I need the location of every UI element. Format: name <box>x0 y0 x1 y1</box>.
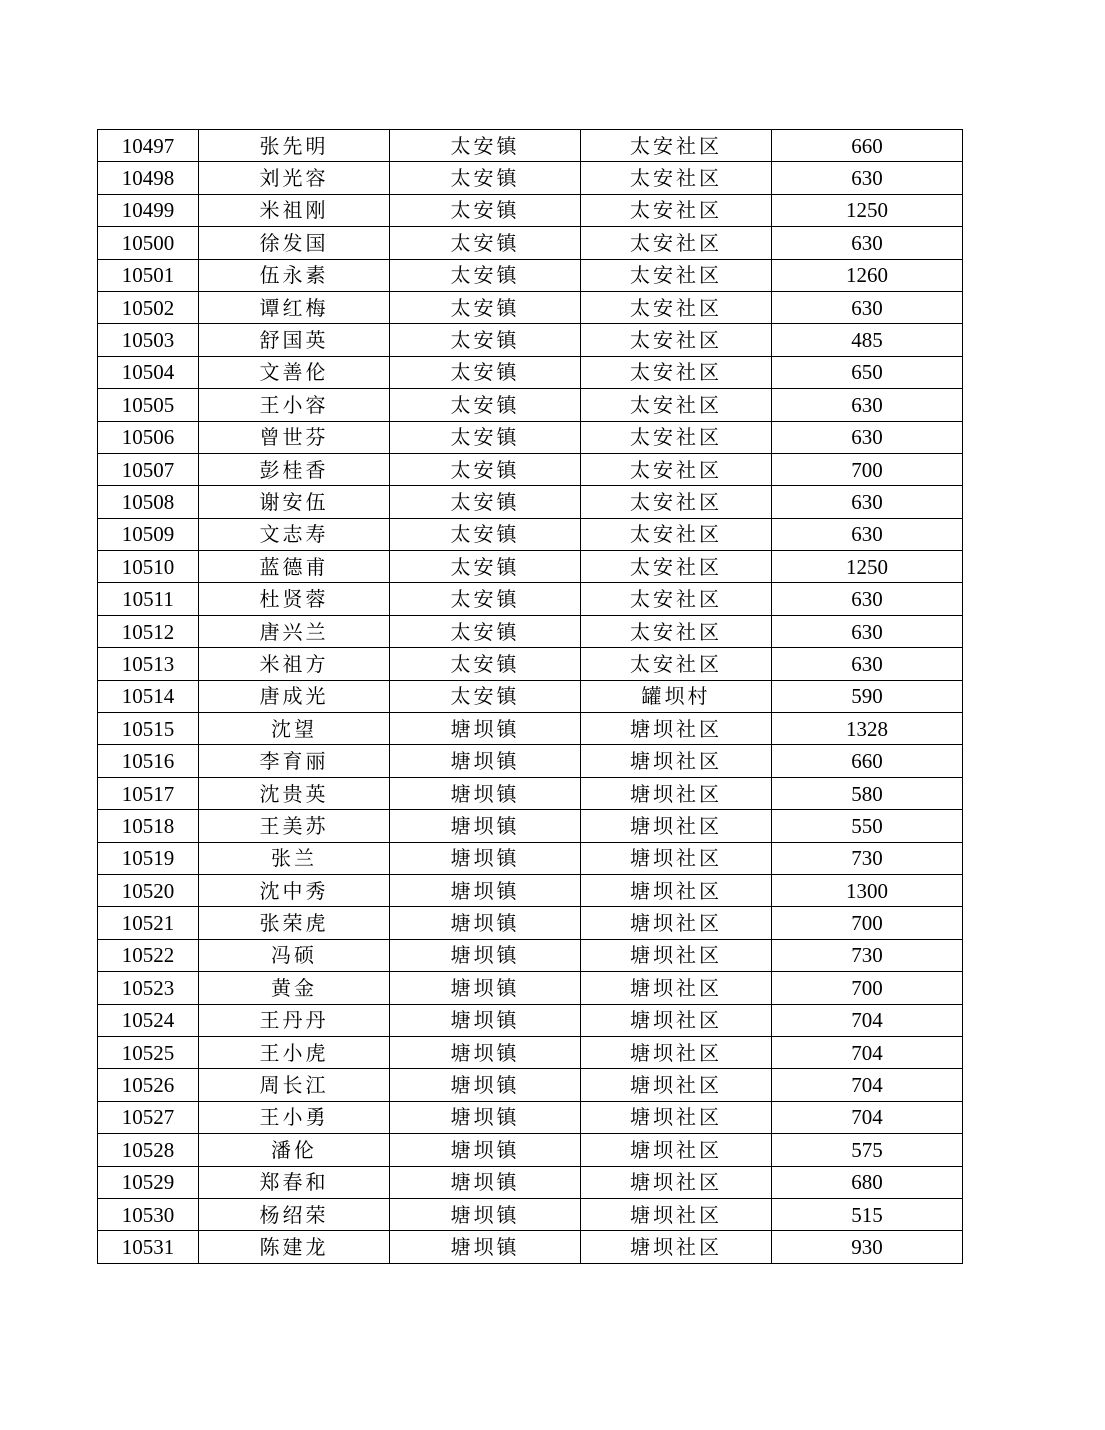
town-cell: 太安镇 <box>390 162 581 194</box>
table-row <box>98 745 963 777</box>
row-id-cell: 10517 <box>98 777 199 809</box>
amount-cell: 515 <box>772 1198 963 1230</box>
row-id-cell: 10519 <box>98 842 199 874</box>
row-id-cell: 10516 <box>98 745 199 777</box>
community-cell: 太安社区 <box>581 486 772 518</box>
row-id-cell: 10509 <box>98 518 199 550</box>
person-name-cell: 文善伦 <box>199 356 390 388</box>
person-name-cell: 张荣虎 <box>199 907 390 939</box>
person-name-cell: 曾世芬 <box>199 421 390 453</box>
row-id-cell: 10522 <box>98 939 199 971</box>
town-cell: 太安镇 <box>390 486 581 518</box>
town-cell: 太安镇 <box>390 648 581 680</box>
community-cell: 太安社区 <box>581 518 772 550</box>
amount-cell: 1250 <box>772 194 963 226</box>
amount-cell: 660 <box>772 745 963 777</box>
town-cell: 塘坝镇 <box>390 1036 581 1068</box>
town-cell: 塘坝镇 <box>390 1069 581 1101</box>
town-cell: 太安镇 <box>390 680 581 712</box>
community-cell: 太安社区 <box>581 356 772 388</box>
town-cell: 太安镇 <box>390 324 581 356</box>
row-id-cell: 10518 <box>98 810 199 842</box>
town-cell: 塘坝镇 <box>390 1166 581 1198</box>
amount-cell: 660 <box>772 130 963 162</box>
community-cell: 太安社区 <box>581 583 772 615</box>
community-cell: 太安社区 <box>581 453 772 485</box>
amount-cell: 630 <box>772 162 963 194</box>
town-cell: 塘坝镇 <box>390 1134 581 1166</box>
table-row <box>98 421 963 453</box>
table-row <box>98 356 963 388</box>
row-id-cell: 10521 <box>98 907 199 939</box>
amount-cell: 700 <box>772 453 963 485</box>
person-name-cell: 蓝德甫 <box>199 551 390 583</box>
row-id-cell: 10512 <box>98 615 199 647</box>
amount-cell: 1260 <box>772 259 963 291</box>
community-cell: 塘坝社区 <box>581 1101 772 1133</box>
town-cell: 塘坝镇 <box>390 842 581 874</box>
amount-cell: 1250 <box>772 551 963 583</box>
person-name-cell: 王小虎 <box>199 1036 390 1068</box>
row-id-cell: 10501 <box>98 259 199 291</box>
row-id-cell: 10506 <box>98 421 199 453</box>
person-name-cell: 伍永素 <box>199 259 390 291</box>
town-cell: 太安镇 <box>390 518 581 550</box>
town-cell: 塘坝镇 <box>390 1198 581 1230</box>
amount-cell: 630 <box>772 291 963 323</box>
roster-table <box>97 129 963 1264</box>
person-name-cell: 徐发国 <box>199 227 390 259</box>
person-name-cell: 陈建龙 <box>199 1231 390 1263</box>
row-id-cell: 10505 <box>98 389 199 421</box>
amount-cell: 550 <box>772 810 963 842</box>
amount-cell: 704 <box>772 1004 963 1036</box>
amount-cell: 1328 <box>772 713 963 745</box>
town-cell: 太安镇 <box>390 551 581 583</box>
amount-cell: 630 <box>772 648 963 680</box>
person-name-cell: 王丹丹 <box>199 1004 390 1036</box>
community-cell: 塘坝社区 <box>581 972 772 1004</box>
amount-cell: 630 <box>772 421 963 453</box>
row-id-cell: 10530 <box>98 1198 199 1230</box>
row-id-cell: 10503 <box>98 324 199 356</box>
town-cell: 塘坝镇 <box>390 907 581 939</box>
row-id-cell: 10515 <box>98 713 199 745</box>
community-cell: 塘坝社区 <box>581 810 772 842</box>
community-cell: 塘坝社区 <box>581 1166 772 1198</box>
town-cell: 太安镇 <box>390 389 581 421</box>
community-cell: 太安社区 <box>581 324 772 356</box>
person-name-cell: 黄金 <box>199 972 390 1004</box>
amount-cell: 730 <box>772 842 963 874</box>
town-cell: 塘坝镇 <box>390 972 581 1004</box>
community-cell: 太安社区 <box>581 194 772 226</box>
table-row <box>98 518 963 550</box>
town-cell: 塘坝镇 <box>390 810 581 842</box>
table-row <box>98 680 963 712</box>
row-id-cell: 10510 <box>98 551 199 583</box>
person-name-cell: 王小容 <box>199 389 390 421</box>
amount-cell: 575 <box>772 1134 963 1166</box>
town-cell: 太安镇 <box>390 421 581 453</box>
person-name-cell: 沈望 <box>199 713 390 745</box>
community-cell: 太安社区 <box>581 421 772 453</box>
table-row <box>98 324 963 356</box>
person-name-cell: 刘光容 <box>199 162 390 194</box>
community-cell: 塘坝社区 <box>581 1198 772 1230</box>
row-id-cell: 10502 <box>98 291 199 323</box>
row-id-cell: 10511 <box>98 583 199 615</box>
amount-cell: 704 <box>772 1036 963 1068</box>
amount-cell: 1300 <box>772 874 963 906</box>
amount-cell: 485 <box>772 324 963 356</box>
table-row <box>98 1069 963 1101</box>
person-name-cell: 舒国英 <box>199 324 390 356</box>
table-row <box>98 874 963 906</box>
table-row <box>98 227 963 259</box>
amount-cell: 630 <box>772 518 963 550</box>
table-row <box>98 486 963 518</box>
amount-cell: 630 <box>772 389 963 421</box>
row-id-cell: 10513 <box>98 648 199 680</box>
amount-cell: 590 <box>772 680 963 712</box>
amount-cell: 704 <box>772 1101 963 1133</box>
community-cell: 塘坝社区 <box>581 1069 772 1101</box>
row-id-cell: 10523 <box>98 972 199 1004</box>
town-cell: 太安镇 <box>390 259 581 291</box>
person-name-cell: 潘伦 <box>199 1134 390 1166</box>
community-cell: 塘坝社区 <box>581 745 772 777</box>
community-cell: 太安社区 <box>581 162 772 194</box>
person-name-cell: 唐兴兰 <box>199 615 390 647</box>
town-cell: 太安镇 <box>390 291 581 323</box>
person-name-cell: 谭红梅 <box>199 291 390 323</box>
person-name-cell: 张兰 <box>199 842 390 874</box>
table-row <box>98 259 963 291</box>
amount-cell: 704 <box>772 1069 963 1101</box>
person-name-cell: 文志寿 <box>199 518 390 550</box>
town-cell: 塘坝镇 <box>390 1004 581 1036</box>
row-id-cell: 10529 <box>98 1166 199 1198</box>
person-name-cell: 郑春和 <box>199 1166 390 1198</box>
community-cell: 塘坝社区 <box>581 713 772 745</box>
person-name-cell: 王小勇 <box>199 1101 390 1133</box>
table-row <box>98 842 963 874</box>
amount-cell: 630 <box>772 583 963 615</box>
town-cell: 太安镇 <box>390 615 581 647</box>
table-row <box>98 810 963 842</box>
community-cell: 塘坝社区 <box>581 1036 772 1068</box>
person-name-cell: 杨绍荣 <box>199 1198 390 1230</box>
row-id-cell: 10499 <box>98 194 199 226</box>
community-cell: 太安社区 <box>581 259 772 291</box>
table-row <box>98 1101 963 1133</box>
person-name-cell: 米祖方 <box>199 648 390 680</box>
community-cell: 塘坝社区 <box>581 907 772 939</box>
table-row <box>98 1134 963 1166</box>
amount-cell: 580 <box>772 777 963 809</box>
amount-cell: 680 <box>772 1166 963 1198</box>
row-id-cell: 10507 <box>98 453 199 485</box>
person-name-cell: 杜贤蓉 <box>199 583 390 615</box>
row-id-cell: 10527 <box>98 1101 199 1133</box>
table-row <box>98 907 963 939</box>
community-cell: 塘坝社区 <box>581 777 772 809</box>
row-id-cell: 10498 <box>98 162 199 194</box>
town-cell: 太安镇 <box>390 356 581 388</box>
town-cell: 塘坝镇 <box>390 1231 581 1263</box>
town-cell: 太安镇 <box>390 227 581 259</box>
town-cell: 太安镇 <box>390 130 581 162</box>
town-cell: 太安镇 <box>390 194 581 226</box>
community-cell: 罐坝村 <box>581 680 772 712</box>
community-cell: 太安社区 <box>581 227 772 259</box>
row-id-cell: 10500 <box>98 227 199 259</box>
person-name-cell: 冯硕 <box>199 939 390 971</box>
town-cell: 塘坝镇 <box>390 1101 581 1133</box>
table-row <box>98 162 963 194</box>
row-id-cell: 10514 <box>98 680 199 712</box>
amount-cell: 650 <box>772 356 963 388</box>
town-cell: 太安镇 <box>390 583 581 615</box>
table-row <box>98 1198 963 1230</box>
table-row <box>98 551 963 583</box>
row-id-cell: 10497 <box>98 130 199 162</box>
row-id-cell: 10524 <box>98 1004 199 1036</box>
table-row <box>98 1166 963 1198</box>
table-row <box>98 1036 963 1068</box>
community-cell: 太安社区 <box>581 551 772 583</box>
community-cell: 塘坝社区 <box>581 939 772 971</box>
amount-cell: 630 <box>772 486 963 518</box>
person-name-cell: 沈中秀 <box>199 874 390 906</box>
person-name-cell: 李育丽 <box>199 745 390 777</box>
table-row <box>98 453 963 485</box>
amount-cell: 630 <box>772 227 963 259</box>
amount-cell: 730 <box>772 939 963 971</box>
community-cell: 太安社区 <box>581 615 772 647</box>
town-cell: 太安镇 <box>390 453 581 485</box>
table-row <box>98 130 963 162</box>
row-id-cell: 10508 <box>98 486 199 518</box>
amount-cell: 700 <box>772 972 963 1004</box>
community-cell: 塘坝社区 <box>581 1134 772 1166</box>
row-id-cell: 10525 <box>98 1036 199 1068</box>
community-cell: 太安社区 <box>581 389 772 421</box>
person-name-cell: 唐成光 <box>199 680 390 712</box>
table-row <box>98 713 963 745</box>
person-name-cell: 王美苏 <box>199 810 390 842</box>
table-row <box>98 1231 963 1263</box>
row-id-cell: 10526 <box>98 1069 199 1101</box>
community-cell: 太安社区 <box>581 130 772 162</box>
table-row <box>98 583 963 615</box>
person-name-cell: 张先明 <box>199 130 390 162</box>
table-row <box>98 194 963 226</box>
table-row <box>98 1004 963 1036</box>
amount-cell: 630 <box>772 615 963 647</box>
table-row <box>98 972 963 1004</box>
person-name-cell: 沈贵英 <box>199 777 390 809</box>
table-row <box>98 615 963 647</box>
town-cell: 塘坝镇 <box>390 777 581 809</box>
town-cell: 塘坝镇 <box>390 939 581 971</box>
row-id-cell: 10531 <box>98 1231 199 1263</box>
amount-cell: 930 <box>772 1231 963 1263</box>
community-cell: 塘坝社区 <box>581 1231 772 1263</box>
town-cell: 塘坝镇 <box>390 745 581 777</box>
town-cell: 塘坝镇 <box>390 713 581 745</box>
person-name-cell: 周长江 <box>199 1069 390 1101</box>
community-cell: 塘坝社区 <box>581 874 772 906</box>
table-row <box>98 939 963 971</box>
table-row <box>98 291 963 323</box>
community-cell: 太安社区 <box>581 291 772 323</box>
community-cell: 塘坝社区 <box>581 842 772 874</box>
community-cell: 塘坝社区 <box>581 1004 772 1036</box>
row-id-cell: 10528 <box>98 1134 199 1166</box>
row-id-cell: 10520 <box>98 874 199 906</box>
roster-table-body <box>98 130 963 1264</box>
table-row <box>98 389 963 421</box>
table-row <box>98 648 963 680</box>
person-name-cell: 米祖刚 <box>199 194 390 226</box>
community-cell: 太安社区 <box>581 648 772 680</box>
amount-cell: 700 <box>772 907 963 939</box>
person-name-cell: 彭桂香 <box>199 453 390 485</box>
person-name-cell: 谢安伍 <box>199 486 390 518</box>
table-row <box>98 777 963 809</box>
town-cell: 塘坝镇 <box>390 874 581 906</box>
row-id-cell: 10504 <box>98 356 199 388</box>
